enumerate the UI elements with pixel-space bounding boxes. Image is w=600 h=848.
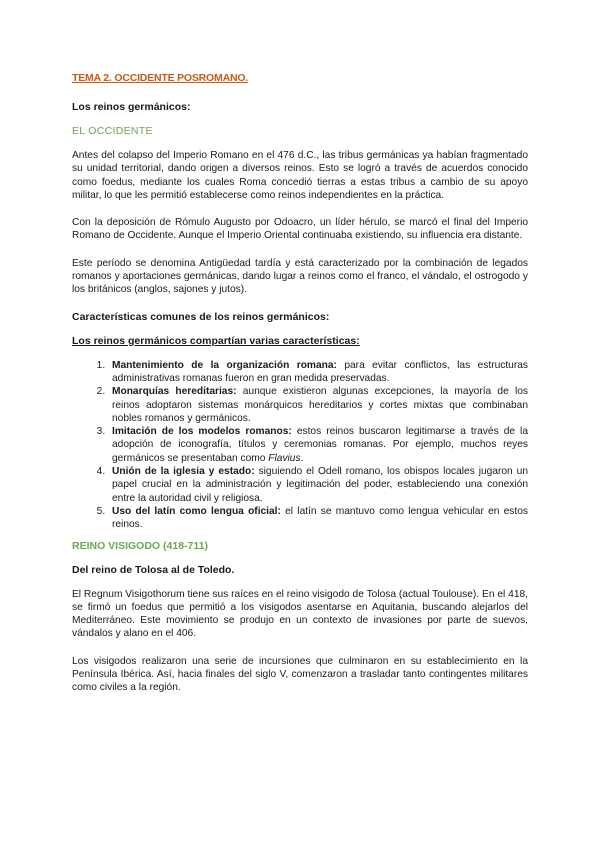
characteristics-heading: Características comunes de los reinos germánicos:	[72, 310, 330, 323]
list-item-term: Monarquías hereditarias:	[112, 386, 237, 398]
list-item	[108, 425, 528, 465]
list-item-term: Uso del latín como lengua oficial:	[112, 505, 281, 517]
list-item-term: Imitación de los modelos romanos:	[112, 426, 292, 438]
document-subtitle: Los reinos germánicos:	[72, 101, 191, 113]
list-item	[108, 505, 528, 532]
characteristics-intro: Los reinos germánicos compartían varias características:	[72, 334, 360, 347]
list-item-text: siguiendo el Odell romano, los obispos locales jugaron un papel crucial en la administración y legitimación del poder, estableciendo una conexión entre la autoridad civil y religiosa.	[112, 466, 528, 504]
document-title: TEMA 2. OCCIDENTE POSROMANO.	[72, 72, 249, 84]
list-item-tail: .	[300, 452, 304, 464]
list-item	[108, 385, 528, 425]
paragraph: Este período se denomina Antigüedad tardía y está caracterizado por la combinación de legados romanos y aportaciones germánicas, dando lugar a reinos como el franco, el vándalo, el ostrogodo y los británicos (anglos, sajones y jutos).	[72, 257, 528, 296]
list-item-text: para evitar conflictos, las estructuras administrativas romanas fueron en gran medida preservadas.	[112, 359, 528, 384]
paragraph: Antes del colapso del Imperio Romano en el 476 d.C., las tribus germánicas ya habían fragmentado su unidad territorial, dando origen a diversos reinos. Esto se logró a través de acuerdos conocido como foedus, mediante los cuales Roma concedió tierras a estas tribus a cambio de su apoyo militar, lo que les permitió establecerse como reinos independientes en la práctica.	[72, 150, 528, 201]
list-item-text: el latín se mantuvo como lengua vehicular en estos reinos.	[112, 505, 528, 531]
list-item	[108, 465, 528, 505]
list-item-italic: Flavius	[268, 452, 301, 464]
list-item-term: Unión de la iglesia y estado:	[112, 466, 255, 478]
list-item-text: aunque existieron algunas excepciones, la mayoría de los reinos adoptaron sistemas monárquicos hereditarios y cortes mixtas que combinaban nobles romanos y germánicos.	[112, 386, 528, 424]
paragraph: Con la deposición de Rómulo Augusto por Odoacro, un líder hérulo, se marcó el final del Imperio Romano de Occidente. Aunque el Imperio Oriental continuaba existiendo, su influencia era distante.	[72, 217, 528, 242]
section-heading-visigodo: REINO VISIGODO (418-711)	[72, 539, 208, 552]
section-heading-occidente: EL OCCIDENTE	[72, 125, 153, 137]
list-item-term: Mantenimiento de la organización romana:	[112, 359, 337, 371]
visigodo-subheading: Del reino de Tolosa al de Toledo.	[72, 563, 235, 576]
document-page	[72, 72, 528, 709]
paragraph: Los visigodos realizaron una serie de incursiones que culminaron en su establecimiento en la Península Ibérica. Así, hacia finales del siglo V, comenzaron a trasladar tanto contingentes militares como civiles a la región.	[72, 655, 528, 694]
characteristics-list	[72, 359, 528, 532]
list-item	[108, 359, 528, 386]
list-item-text: estos reinos buscaron legitimarse a través de la adopción de iconografía, títulos y ceremonias romanas. Por ejemplo, muchos reyes germánicos se presentaban como	[112, 426, 528, 464]
paragraph: El Regnum Visigothorum tiene sus raíces en el reino visigodo de Tolosa (actual Toulouse). En el 418, se firmó un foedus que permitió a los visigodos asentarse en Aquitania, buscando alejarlos del Mediterráneo. Este movimiento se produjo en un contexto de invasiones por parte de suevos, vándalos y alano en el 406.	[72, 588, 528, 640]
